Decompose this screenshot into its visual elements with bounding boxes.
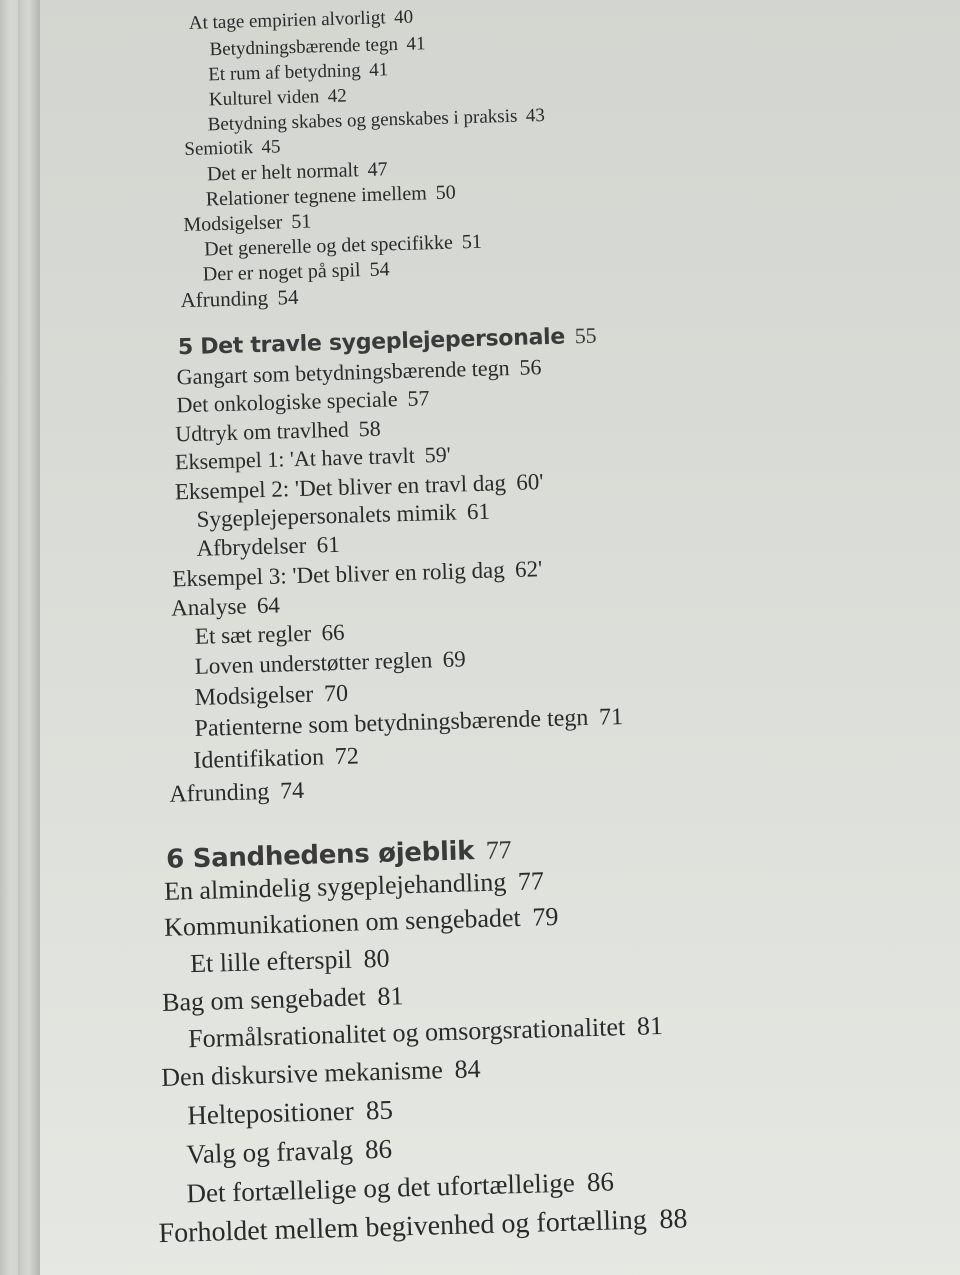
toc-entry-title: Modsigelser [183,211,283,237]
toc-entry-page-number: 62' [514,556,543,582]
toc-entry-title: Afbrydelser [196,532,307,561]
toc-entry [176,387,430,416]
toc-entry [194,705,623,741]
toc-entry-title: Et lille efterspil [189,944,353,979]
toc-entry [194,682,348,710]
toc-entry-title: Eksempel 1: 'At have travlt [174,442,416,475]
toc-entry-title: Kulturel viden [208,86,320,111]
toc-entry-page-number: 77 [485,835,512,865]
toc-entry-title: Formålsrationalitet og omsorgsrationalitet [187,1012,626,1054]
toc-entry-page-number: 77 [517,866,545,896]
toc-entry-title: En almindelig sygeplejehandling [163,867,507,906]
toc-entry-title: Modsigelser [194,681,314,711]
toc-entry-page-number: 61 [466,498,491,525]
toc-entry-page-number: 59' [424,441,451,468]
toc-entry-title: Eksempel 3: 'Det bliver en rolig dag [172,557,506,592]
toc-entry-title: Kommunikationen om sengebadet [163,902,522,942]
toc-entry-title: Det fortællelige og det ufortællelige [186,1167,576,1209]
toc-entry-title: Bag om sengebadet [161,982,367,1017]
toc-entry [162,983,404,1016]
toc-entry [196,533,340,560]
toc-entry-page-number: 51 [291,210,312,234]
toc-entry-page-number: 60' [515,469,544,495]
toc-entry [163,901,559,942]
toc-entry [164,868,545,905]
toc-entry-title: Loven understøtter reglen [194,647,433,679]
toc-entry-title: Den diskursive mekanisme [160,1055,444,1093]
toc-entry-title: Sygeplejepersonalets mimik [196,499,457,532]
toc-entry-title: Betydning skabes og genskabes i praksis [207,105,518,136]
toc-entry [186,1168,614,1207]
toc-entry-title: Heltepositioner [186,1095,355,1131]
toc-entry [184,137,281,159]
toc-entry [172,557,542,590]
toc-entry-page-number: 85 [365,1094,394,1126]
toc-entry-page-number: 43 [525,104,546,127]
toc-entry [207,106,545,134]
toc-entry-page-number: 80 [363,943,390,974]
toc-entry-title: Eksempel 2: 'Det bliver en travl dag [174,470,507,505]
toc-entry-page-number: 55 [574,322,597,349]
toc-entry [196,500,490,531]
toc-entry-title: Afrunding [180,285,269,313]
toc-entry [158,1205,688,1248]
toc-entry-title: Identifikation [193,744,325,775]
toc-entry-title: Valg og fravalg [186,1134,354,1170]
toc-entry-page-number: 70 [323,680,349,708]
toc-entry-title: Det generelle og det specifikke [203,231,454,261]
toc-entry-title: Relationer tegnene imellem [205,182,428,211]
toc-entry-page-number: 86 [586,1166,615,1198]
toc-entry [207,159,388,184]
toc-entry-page-number: 56 [519,354,542,380]
toc-entry-page-number: 84 [454,1054,481,1084]
toc-entry-page-number: 41 [368,59,389,81]
toc-entry-page-number: 88 [658,1203,688,1236]
toc-entry-page-number: 64 [256,592,281,619]
toc-entry [169,779,304,807]
toc-entry-page-number: 40 [393,6,414,29]
toc-entry [174,415,381,447]
toc-entry [171,594,280,620]
toc-entry [193,744,359,773]
toc-entry-title: Et rum af betydning [208,60,362,86]
toc-entry-title: Betydningsbærende tegn [209,34,399,61]
toc-entry-title: Udtryk om travlhed [174,416,350,447]
toc-entry-title: Det er helt normalt [206,159,359,186]
toc-chapter-heading [166,837,512,873]
toc-entry [176,356,541,388]
toc-entry-page-number: 86 [364,1133,393,1165]
toc-entry-page-number: 58 [358,415,381,442]
toc-entry-title: Gangart som betydningsbærende tegn [176,355,510,390]
toc-entry-title: Et sæt regler [194,620,312,649]
toc-entry [186,1133,393,1170]
toc-entry-page-number: 66 [321,619,345,646]
toc-entry-page-number: 69 [442,646,466,673]
toc-entry [209,34,425,59]
toc-entry [209,86,347,109]
toc-entry [189,943,390,979]
toc-entry-page-number: 41 [406,33,426,55]
toc-entry-page-number: 79 [531,901,559,932]
toc-entry [208,60,389,84]
toc-entry-page-number: 54 [369,258,390,281]
toc-entry [188,1013,663,1052]
toc-entry-page-number: 74 [279,777,305,805]
toc-entry-page-number: 54 [277,284,299,310]
toc-entry-title: Semiotik [184,137,254,161]
toc-entry-page-number: 45 [261,136,281,158]
toc-entry-title: 5 Det travle sygeplejepersonale [177,324,566,361]
toc-entry-page-number: 81 [636,1011,664,1041]
toc-entry-title: Det onkologiske speciale [176,386,398,418]
toc-entry [186,1094,394,1131]
toc-entry-page-number: 51 [461,230,483,254]
toc-entry [203,259,390,284]
toc-entry [189,8,414,33]
toc-entry-title: At tage empirien alvorligt [188,7,386,34]
toc-entry-page-number: 42 [327,85,348,107]
toc-entry [180,284,299,313]
toc-entry-title: Der er noget på spil [202,259,361,286]
toc-entry [205,182,455,209]
toc-entry-title: Afrunding [169,778,270,808]
toc-entry-page-number: 71 [598,703,624,731]
toc-entry-page-number: 47 [367,158,388,181]
toc-entry [204,232,482,260]
toc-entry-page-number: 57 [407,385,430,411]
toc-entry-page-number: 61 [316,531,341,558]
toc-entry-title: Forholdet mellem begivenhed og fortælling [158,1204,648,1250]
toc-entry [174,441,451,475]
toc-entry [183,212,311,236]
toc-entry-title: Analyse [170,593,247,621]
toc-entry-page-number: 50 [435,181,457,205]
toc-entry [161,1056,481,1091]
toc-entry-page-number: 81 [376,981,404,1011]
toc-entry [194,647,465,678]
toc-entry-title: 6 Sandhedens øjeblik [165,836,475,875]
toc-entry-title: Patienterne som betydningsbærende tegn [194,704,589,742]
toc-entry-page-number: 72 [334,743,360,771]
toc-entry [195,621,345,648]
